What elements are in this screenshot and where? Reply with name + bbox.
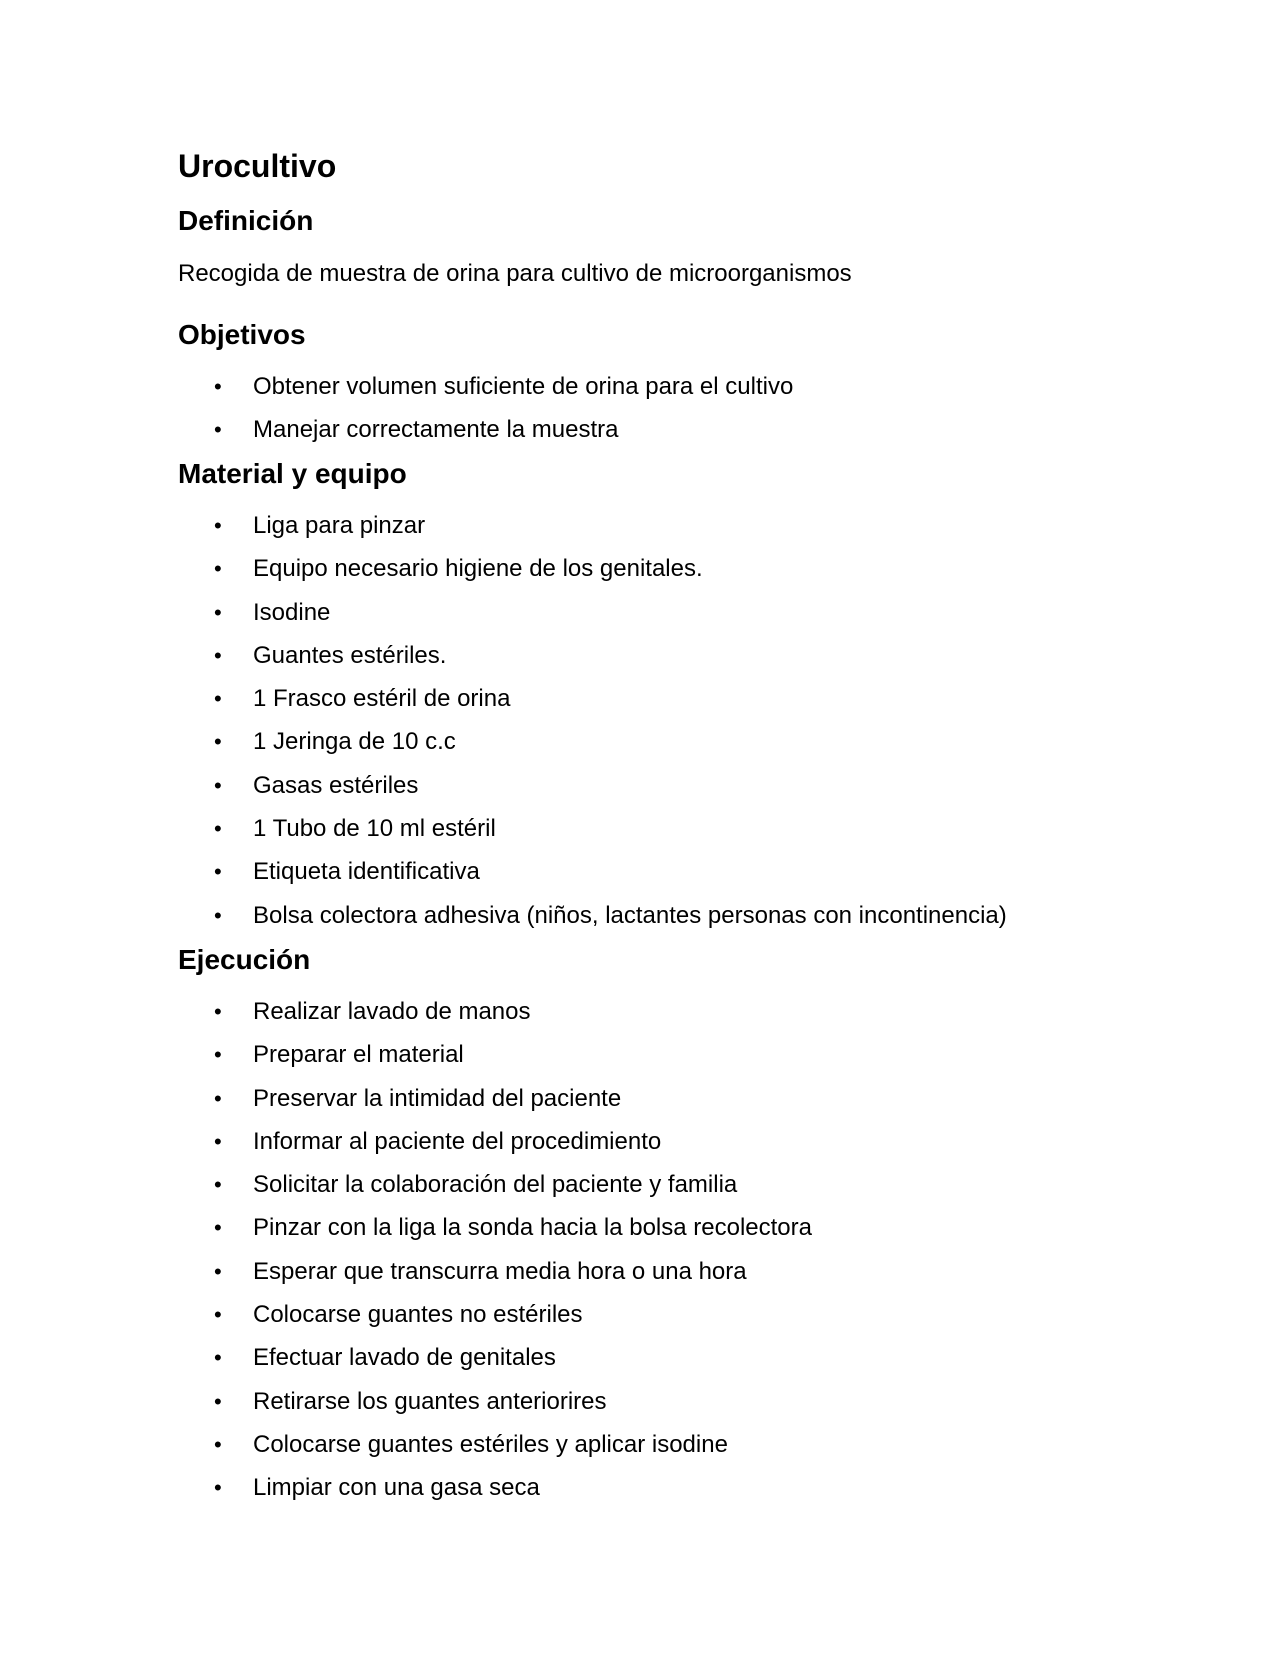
bullet-icon: • <box>214 1042 222 1068</box>
section-heading-ejecucion: Ejecución <box>178 944 311 975</box>
bullet-icon: • <box>214 1258 222 1284</box>
ejecucion-item-text: Realizar lavado de manos <box>253 998 531 1025</box>
bullet-icon: • <box>214 729 222 755</box>
ejecucion-item-text: Efectuar lavado de genitales <box>253 1344 556 1372</box>
bullet-icon: • <box>214 1085 222 1111</box>
bullet-icon: • <box>214 1172 222 1198</box>
section-heading-objetivos: Objetivos <box>178 319 306 350</box>
ejecucion-item-text: Colocarse guantes no estériles <box>253 1301 583 1329</box>
bullet-icon: • <box>214 1388 222 1414</box>
bullet-icon: • <box>214 999 222 1024</box>
bullet-icon: • <box>214 859 222 885</box>
material-item-text: 1 Tubo de 10 ml estéril <box>253 815 496 843</box>
ejecucion-item-text: Retirarse los guantes anteriorires <box>253 1387 607 1415</box>
bullet-icon: • <box>214 1215 222 1241</box>
bullet-icon: • <box>214 1302 222 1328</box>
bullet-icon: • <box>214 642 222 668</box>
ejecucion-item-text: Preservar la intimidad del paciente <box>253 1084 622 1112</box>
ejecucion-item-text: Limpiar con una gasa seca <box>253 1474 540 1502</box>
bullet-icon: • <box>214 902 222 928</box>
ejecucion-item-text: Informar al paciente del procedimiento <box>253 1127 662 1155</box>
ejecucion-item-text: Pinzar con la liga la sonda hacia la bolsa recolectora <box>253 1214 812 1242</box>
section-heading-material: Material y equipo <box>178 458 407 489</box>
ejecucion-item-text: Esperar que transcurra media hora o una hora <box>253 1257 747 1285</box>
material-item-text: Gasas estériles <box>253 771 419 799</box>
bullet-icon: • <box>214 686 222 712</box>
section-heading-definicion: Definición <box>178 205 314 236</box>
objetivos-item-text: Manejar correctamente la muestra <box>253 416 619 444</box>
ejecucion-item-text: Preparar el material <box>253 1041 464 1069</box>
material-item-text: Liga para pinzar <box>253 512 426 539</box>
material-item-text: Guantes estériles. <box>253 641 447 669</box>
material-item-text: Equipo necesario higiene de los genitales. <box>253 555 703 583</box>
material-item-text: Isodine <box>253 598 331 626</box>
bullet-icon: • <box>214 816 222 842</box>
document-title: Urocultivo <box>178 148 337 184</box>
bullet-icon: • <box>214 513 222 538</box>
bullet-icon: • <box>214 374 222 399</box>
material-item-text: 1 Jeringa de 10 c.c <box>253 728 456 756</box>
bullet-icon: • <box>214 556 222 582</box>
ejecucion-item-text: Colocarse guantes estériles y aplicar isodine <box>253 1430 728 1458</box>
bullet-icon: • <box>214 1345 222 1371</box>
material-item-text: Etiqueta identificativa <box>253 858 480 886</box>
material-item-text: Bolsa colectora adhesiva (niños, lactantes personas con incontinencia) <box>253 901 1007 929</box>
bullet-icon: • <box>214 772 222 798</box>
objetivos-item-text: Obtener volumen suficiente de orina para el cultivo <box>253 373 794 400</box>
definicion-text: Recogida de muestra de orina para cultivo de microorganismos <box>178 260 852 287</box>
bullet-icon: • <box>214 1431 222 1457</box>
bullet-icon: • <box>214 599 222 625</box>
bullet-icon: • <box>214 1128 222 1154</box>
bullet-icon: • <box>214 417 222 443</box>
material-item-text: 1 Frasco estéril de orina <box>253 685 511 713</box>
bullet-icon: • <box>214 1475 222 1501</box>
ejecucion-item-text: Solicitar la colaboración del paciente y familia <box>253 1171 738 1199</box>
